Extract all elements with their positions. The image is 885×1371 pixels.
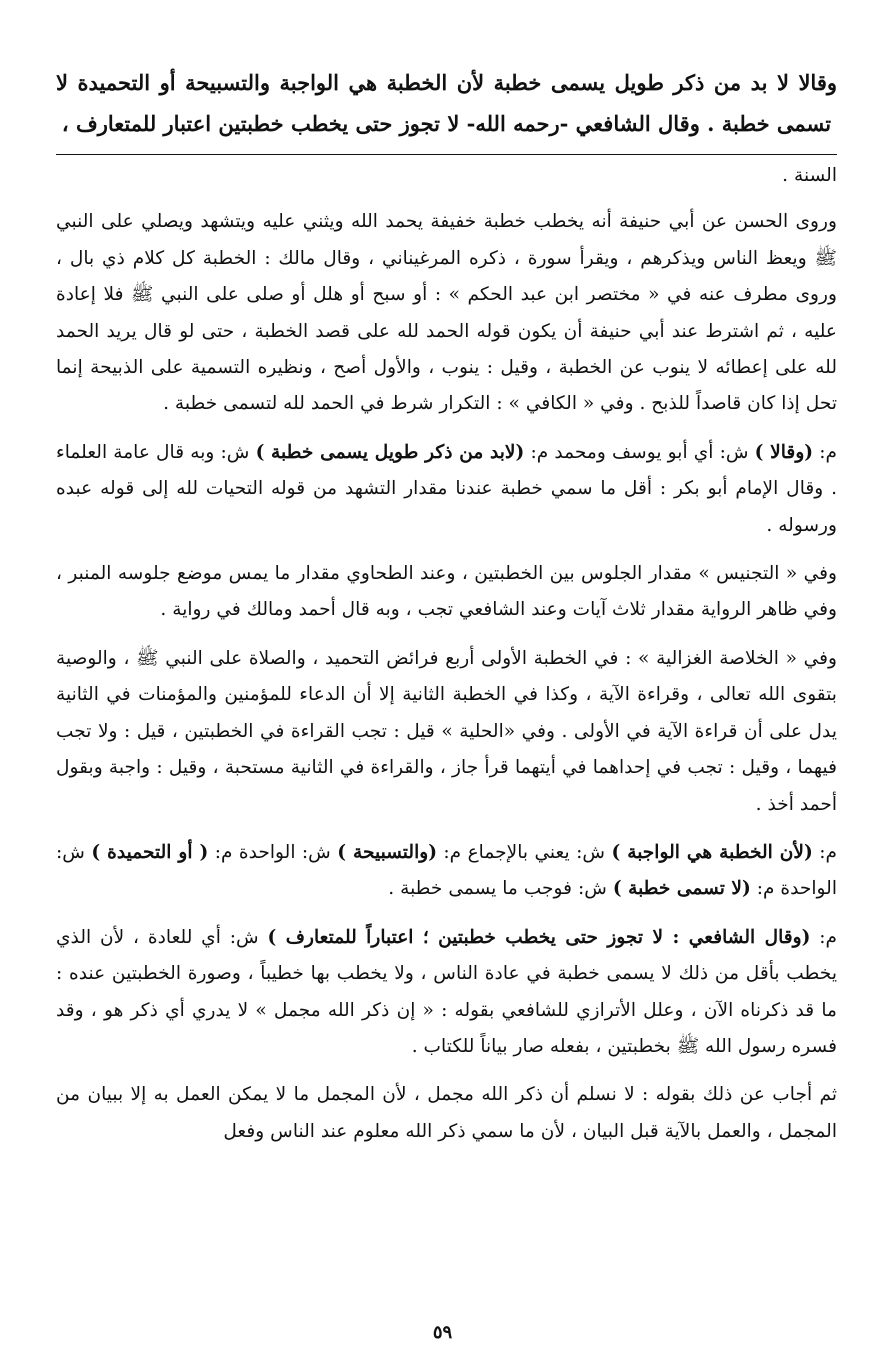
header-divider — [56, 154, 837, 155]
page-number: ٥٩ — [432, 1322, 453, 1343]
paragraph: وروى الحسن عن أبي حنيفة أنه يخطب خطبة خفيفة يحمد الله ويثني عليه ويتشهد ويصلي على النبي ﷺ ويعظ الناس ويذكرهم ، ويقرأ سورة ، ذكره المرغيناني ، وقال مالك : الخطبة كل كلام ذي بال ، وروى مطرف عنه في « مختصر ابن عبد الحكم » : أو سبح أو هلل أو صلى على النبي ﷺ فلا إعادة عليه ، ثم اشترط عند أبي حنيفة أن يكون قوله الحمد لله على قصد الخطبة ، حتى لو قال يريد الحمد لله على إعطائه لا ينوب عن الخطبة ، وقيل : ينوب ، والأول أصح ، ونظيره التسمية على الذبيحة إنما تحل إذا كان قاصداً للذبح . وفي « الكافي » : التكرار شرط في الحمد لله لتسمى خطبة . — [56, 211, 837, 415]
matn-header-text: وقالا لا بد من ذكر طويل يسمى خطبة لأن الخطبة هي الواجبة والتسبيحة أو التحميدة لا تسمى خطبة . وقال الشافعي -رحمه الله- لا تجوز حتى يخطب خطبتين اعتبار للمتعارف ، — [56, 70, 837, 136]
paragraph: وفي « التجنيس » مقدار الجلوس بين الخطبتين ، وعند الطحاوي مقدار ما يمس موضع جلوسه المنبر ، وفي ظاهر الرواية مقدار ثلاث آيات وعند الشافعي تجب ، وبه قال أحمد ومالك في رواية . — [56, 563, 837, 621]
matn-quote: (والتسبيحة ) — [337, 841, 438, 863]
paragraph: م: (وقال الشافعي : لا تجوز حتى يخطب خطبتين ؛ اعتباراً للمتعارف ) ش: أي للعادة ، لأن الذي يخطب بأقل من ذلك لا يسمى خطبة في عادة الناس ، ولا يخطب بها خطيباً ، وصورة الخطبتين عنده : ما قد ذكرناه الآن ، وعلل الأترازي للشافعي بقوله : « إن ذكر الله مجمل » لا يدري أي ذكر هو ، وقد فسره رسول الله ﷺ بخطبتين ، بفعله صار بياناً للكتاب . — [56, 926, 838, 1057]
matn-quote: (وقالا ) — [754, 441, 814, 463]
commentary-body — [56, 158, 837, 1162]
paragraph: م: (وقالا ) ش: أي أبو يوسف ومحمد م: (لابد من ذكر طويل يسمى خطبة ) ش: وبه قال عامة العلماء . وقال الإمام أبو بكر : أقل ما سمي خطبة عندنا مقدار التشهد من قوله التحيات لله إلى قوله عبده ورسوله . — [56, 441, 837, 536]
paragraph: وفي « الخلاصة الغزالية » : في الخطبة الأولى أربع فرائض التحميد ، والصلاة على النبي ﷺ ، والوصية بتقوى الله تعالى ، وقراءة الآية ، وكذا في الخطبة الثانية إلا أن الدعاء للمؤمنين والمؤمنات في الثانية يدل على أن قراءة الآية في الأولى . وفي «الحلية » قيل : تجب القراءة في الخطبتين ، قيل : ولا تجب فيهما ، وقيل : تجب في إحداهما في أيتهما قرأ جاز ، والقراءة في الثانية مستحبة ، وقيل : واجبة وبقول أحمد أخذ . — [56, 647, 837, 815]
matn-quote: (لا تسمى خطبة ) — [612, 878, 751, 900]
paragraph: ثم أجاب عن ذلك بقوله : لا نسلم أن ذكر الله مجمل ، لأن المجمل ما لا يمكن العمل به إلا ببيان من المجمل ، والعمل بالآية قبل البيان ، لأن ما سمي ذكر الله معلوم عند الناس وفعل — [56, 1084, 837, 1142]
matn-quote: (لابد من ذكر طويل يسمى خطبة ) — [255, 441, 525, 463]
matn-quote: (وقال الشافعي : لا تجوز حتى يخطب خطبتين ؛ اعتباراً للمتعارف ) — [267, 926, 811, 948]
matn-quote: (لأن الخطبة هي الواجبة ) — [611, 841, 813, 863]
paragraph: السنة . — [782, 165, 837, 186]
matn-quote: ( أو التحميدة ) — [91, 841, 209, 863]
paragraph: م: (لأن الخطبة هي الواجبة ) ش: يعني بالإجماع م: (والتسبيحة ) ش: الواحدة م: ( أو التحميدة ) ش: الواحدة م: (لا تسمى خطبة ) ش: فوجب ما يسمى خطبة . — [56, 841, 838, 900]
